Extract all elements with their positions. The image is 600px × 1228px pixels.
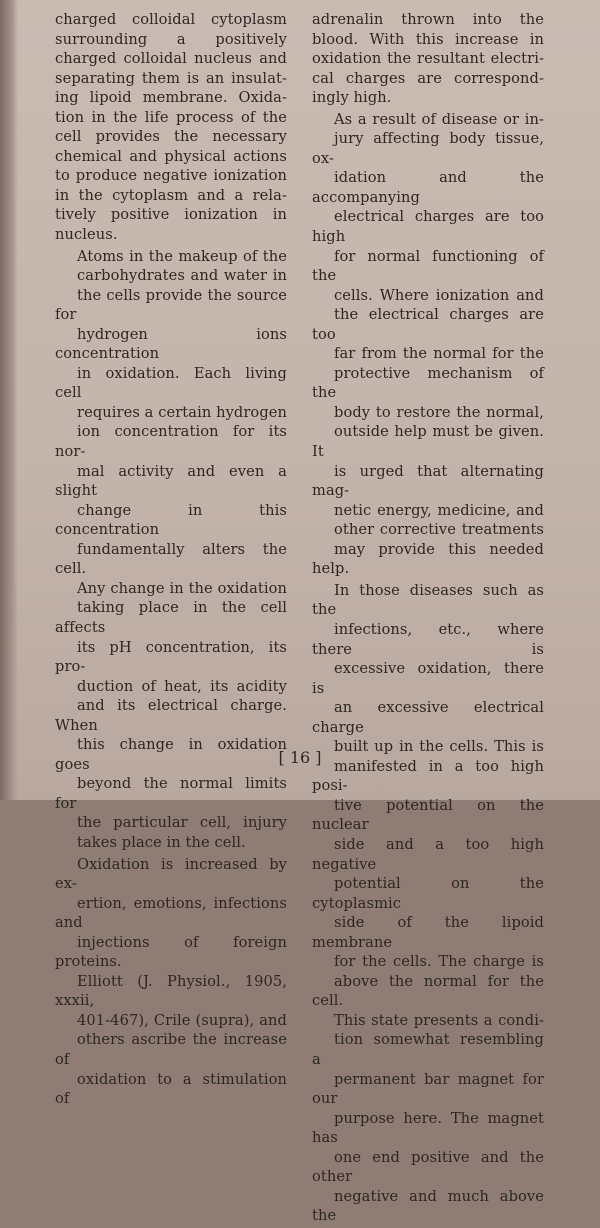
paragraph xyxy=(312,10,544,108)
text-line: This state presents a condi- xyxy=(334,1011,544,1029)
text-line: side and a too high negative xyxy=(312,835,544,873)
text-line: beyond the normal limits for xyxy=(55,775,287,812)
text-line: side of the lipoid membrane xyxy=(312,914,544,951)
text-line: injections of foreign proteins. xyxy=(55,933,287,971)
text-line: this change in oxidation goes xyxy=(55,736,287,773)
text-line: in oxidation. Each living cell xyxy=(55,364,287,402)
text-line: hydrogen ions concentration xyxy=(55,325,287,363)
text-line: adrenalin thrown into the xyxy=(312,11,544,28)
page-gutter-shadow xyxy=(0,0,18,800)
text-line: its pH concentration, its pro- xyxy=(55,638,287,676)
text-line: manifested in a too high posi- xyxy=(312,757,544,795)
paragraph xyxy=(312,581,544,1226)
paragraph xyxy=(55,10,287,245)
text-line: potential on the cytoplasmic xyxy=(312,875,544,912)
text-line: mal activity and even a slight xyxy=(55,462,287,500)
text-line: and its electrical charge. When xyxy=(55,697,287,734)
text-line: for normal functioning of the xyxy=(312,247,544,285)
text-line: oxidation the resultant electri- xyxy=(312,50,544,68)
text-line: permanent bar magnet for our xyxy=(312,1070,544,1108)
text-line: the cells provide the source for xyxy=(55,286,287,324)
text-line: charged colloidal cytoplasm xyxy=(55,11,287,28)
text-line: takes place in the cell. xyxy=(77,833,246,851)
text-line: tive potential on the nuclear xyxy=(312,796,544,834)
paragraph xyxy=(55,855,287,1109)
text-line: infections, etc., where there is xyxy=(312,620,544,658)
text-line: cell provides the necessary xyxy=(55,128,287,146)
text-line: outside help must be given. It xyxy=(312,423,544,461)
text-line: protective mechanism of the xyxy=(312,364,544,402)
text-line: is urged that alternating mag- xyxy=(312,462,544,500)
text-line: blood. With this increase in xyxy=(312,30,544,48)
text-line: excessive oxidation, there is xyxy=(312,660,544,697)
text-line: netic energy, medicine, and xyxy=(334,501,544,519)
text-line: jury affecting body tissue, ox- xyxy=(312,130,544,167)
right-text-column xyxy=(312,10,544,1228)
text-line: in the cytoplasm and a rela- xyxy=(55,186,287,204)
text-line: chemical and physical actions xyxy=(55,147,287,165)
text-line: change in this concentration xyxy=(55,501,287,539)
text-line: body to restore the normal, xyxy=(334,403,544,421)
text-line: carbohydrates and water in xyxy=(77,267,287,285)
text-line: an excessive electrical charge xyxy=(312,699,544,736)
text-line: oxidation to a stimulation of xyxy=(55,1070,287,1108)
text-line: cal charges are correspond- xyxy=(312,69,544,87)
text-line: purpose here. The magnet has xyxy=(312,1109,544,1147)
text-line: the electrical charges are too xyxy=(312,306,544,343)
text-line: built up in the cells. This is xyxy=(334,738,544,756)
text-line: Elliott (J. Physiol., 1905, xxxii, xyxy=(55,972,287,1010)
text-line: other corrective treatments xyxy=(334,521,544,539)
text-line: separating them is an insulat- xyxy=(55,69,287,87)
text-line: requires a certain hydrogen xyxy=(77,403,287,421)
text-line: cells. Where ionization and xyxy=(334,286,544,304)
text-line: In those diseases such as the xyxy=(312,581,544,619)
text-line: ertion, emotions, infections and xyxy=(55,894,287,932)
text-line: to produce negative ionization xyxy=(55,167,287,185)
text-line: far from the normal for the xyxy=(334,345,544,363)
text-line: ing lipoid membrane. Oxida- xyxy=(55,89,287,107)
text-line: Atoms in the makeup of the xyxy=(77,247,287,265)
text-line: for the cells. The charge is xyxy=(334,953,544,971)
text-line: tion in the life process of the xyxy=(55,108,287,126)
text-line: nucleus. xyxy=(55,226,118,244)
text-line: taking place in the cell affects xyxy=(55,599,287,636)
text-line: may provide this needed help. xyxy=(312,540,544,578)
text-line: duction of heat, its acidity xyxy=(77,677,287,695)
text-line: others ascribe the increase of xyxy=(55,1031,287,1068)
text-line: the particular cell, injury xyxy=(77,814,287,832)
left-text-column xyxy=(55,10,287,1111)
text-line: above the normal for the cell. xyxy=(312,972,544,1010)
paragraph xyxy=(312,110,544,579)
text-line: fundamentally alters the cell. xyxy=(55,540,287,578)
text-line: As a result of disease or in- xyxy=(334,110,544,128)
text-line: tively positive ionization in xyxy=(55,206,287,224)
text-line: Oxidation is increased by ex- xyxy=(55,855,287,893)
text-line: 401-467), Crile (supra), and xyxy=(77,1011,287,1029)
text-line: surrounding a positively xyxy=(55,30,287,48)
text-line: tion somewhat resembling a xyxy=(312,1031,544,1068)
page-number: [ 16 ] xyxy=(278,748,322,767)
text-line: idation and the accompanying xyxy=(312,169,544,206)
text-line: ion concentration for its nor- xyxy=(55,423,287,461)
text-line: electrical charges are too high xyxy=(312,208,544,246)
text-line: ingly high. xyxy=(312,89,392,107)
text-line: charged colloidal nucleus and xyxy=(55,50,287,68)
text-line: Any change in the oxidation xyxy=(77,579,287,597)
text-line: negative and much above the xyxy=(312,1187,544,1225)
text-line: one end positive and the other xyxy=(312,1148,544,1186)
